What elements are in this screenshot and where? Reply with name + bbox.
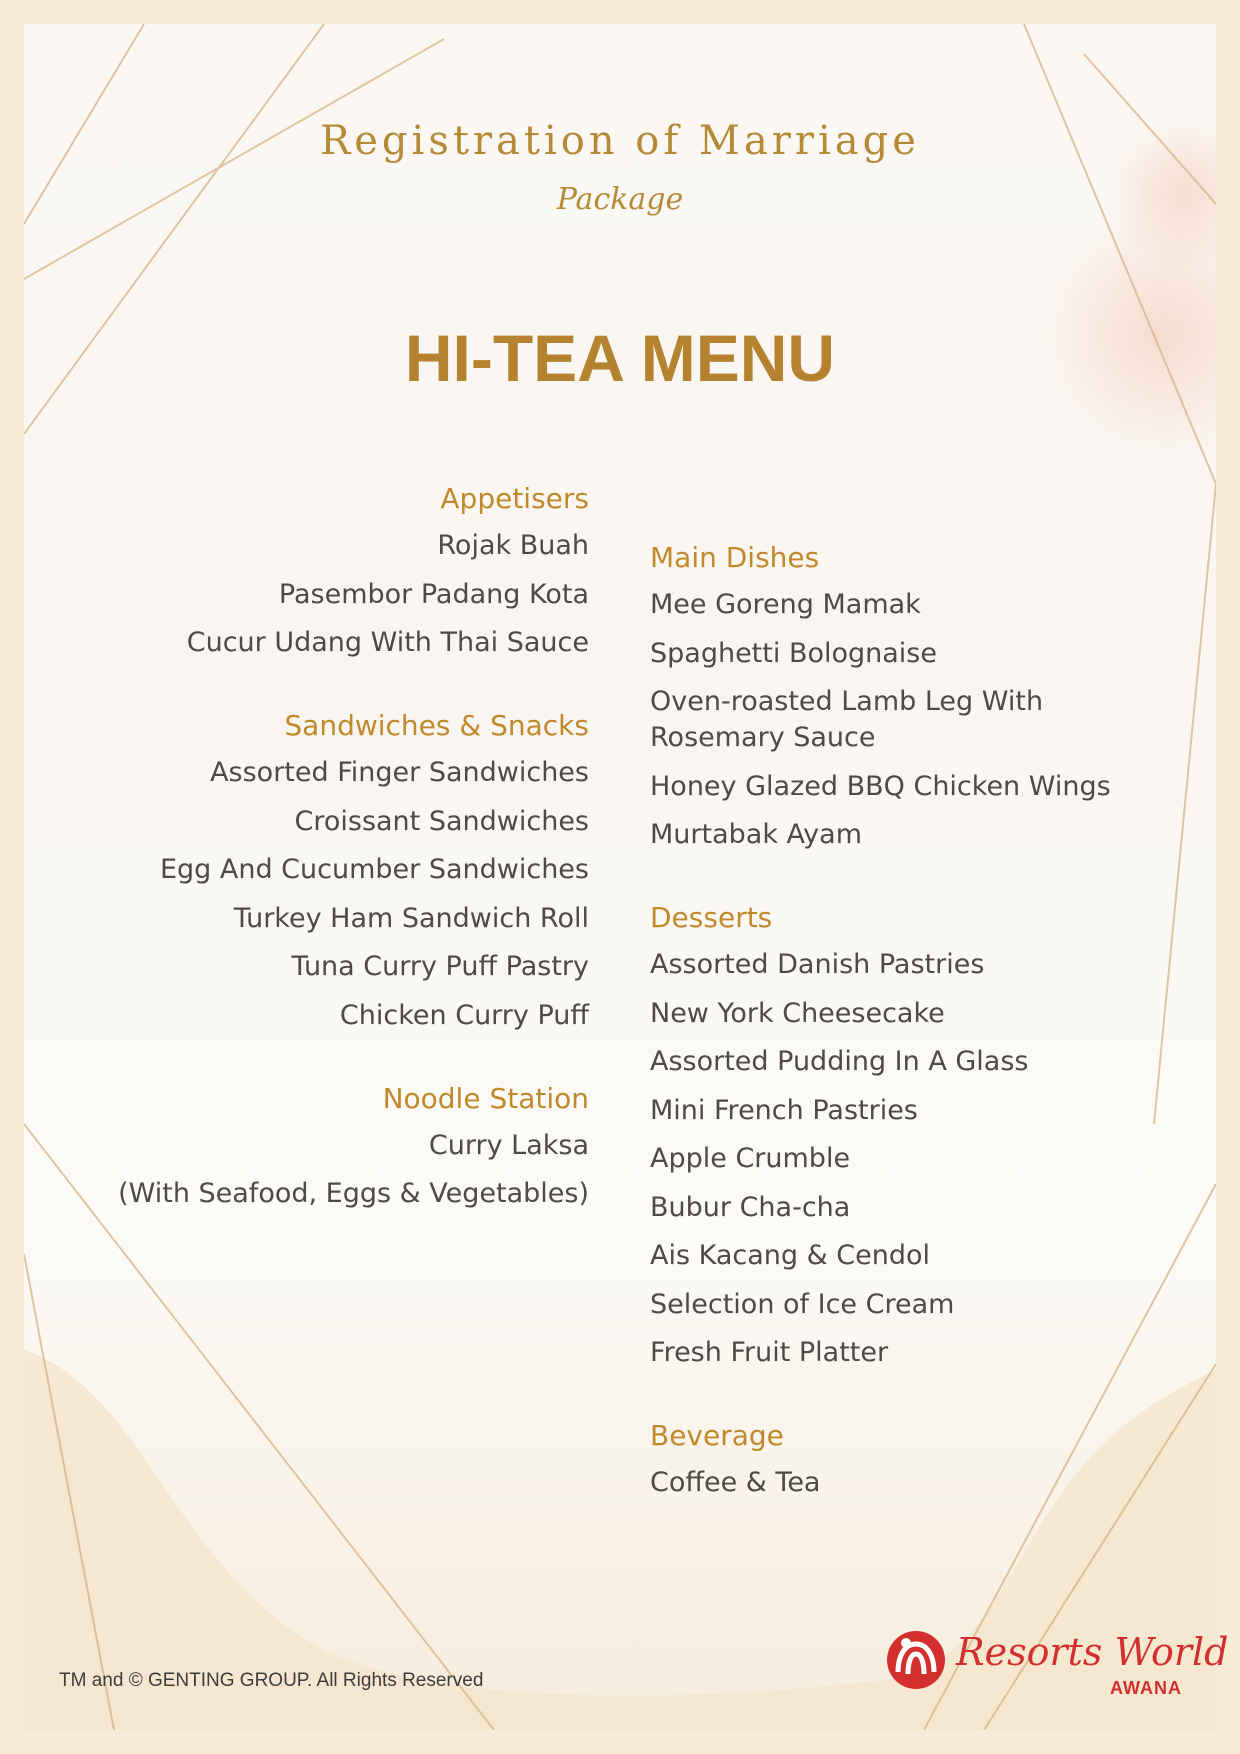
menu-item: Fresh Fruit Platter [650, 1337, 889, 1368]
noodle-section [69, 1080, 589, 1213]
resorts-world-logo [884, 1628, 1229, 1708]
logo-subtext: AWANA [1110, 1678, 1182, 1698]
package-title: Registration of Marriage [320, 118, 920, 164]
menu-item: Bubur Cha-cha [650, 1191, 851, 1223]
logo-emblem-icon [884, 1628, 948, 1692]
menu-item: Assorted Pudding In A Glass [650, 1046, 1029, 1077]
menu-item: Curry Laksa [428, 1129, 589, 1161]
menu-item: Murtabak Ayam [650, 819, 863, 850]
beverage-section [650, 1417, 1170, 1501]
appetisers-section [69, 480, 589, 661]
menu-item: Oven-roasted Lamb Leg With Rosemary Sauce [650, 686, 1044, 753]
copyright-notice: TM and © GENTING GROUP. All Rights Reserved [59, 1670, 484, 1691]
section-heading: Appetisers [440, 482, 589, 515]
menu-item: Assorted Finger Sandwiches [210, 757, 589, 788]
menu-item: (With Seafood, Eggs & Vegetables) [118, 1178, 589, 1209]
menu-item: Pasembor Padang Kota [278, 578, 589, 610]
menu-item: Croissant Sandwiches [294, 805, 589, 837]
section-heading: Main Dishes [650, 541, 820, 574]
menu-item: Ais Kacang & Cendol [650, 1240, 930, 1271]
section-heading: Desserts [650, 901, 773, 934]
menu-item: Cucur Udang With Thai Sauce [186, 627, 589, 658]
right-menu-column [650, 539, 1170, 1547]
section-heading: Sandwiches & Snacks [284, 709, 589, 742]
menu-item: New York Cheesecake [650, 997, 945, 1029]
menu-item: Honey Glazed BBQ Chicken Wings [650, 770, 1111, 802]
menu-item: Selection of Ice Cream [650, 1288, 955, 1320]
sandwiches-section [69, 707, 589, 1034]
menu-item: Tuna Curry Puff Pastry [291, 951, 589, 982]
menu-item: Rojak Buah [437, 530, 589, 561]
menu-item: Mee Goreng Mamak [650, 589, 921, 620]
main-dishes-section [650, 539, 1170, 853]
desserts-section [650, 899, 1170, 1371]
menu-item: Assorted Danish Pastries [650, 949, 985, 980]
package-subtitle: Package [556, 182, 684, 217]
section-heading: Noodle Station [382, 1081, 589, 1115]
menu-item: Apple Crumble [650, 1143, 851, 1174]
logo-wordmark: Resorts World [956, 1630, 1229, 1674]
menu-title: HI-TEA MENU [404, 321, 836, 395]
menu-item: Mini French Pastries [650, 1094, 918, 1126]
menu-item: Egg And Cucumber Sandwiches [159, 854, 589, 885]
left-menu-column [69, 480, 589, 1258]
menu-item: Coffee & Tea [650, 1467, 821, 1498]
menu-item: Spaghetti Bolognaise [650, 637, 937, 669]
menu-item: Chicken Curry Puff [339, 999, 589, 1031]
menu-item: Turkey Ham Sandwich Roll [233, 902, 589, 934]
section-heading: Beverage [650, 1419, 784, 1452]
